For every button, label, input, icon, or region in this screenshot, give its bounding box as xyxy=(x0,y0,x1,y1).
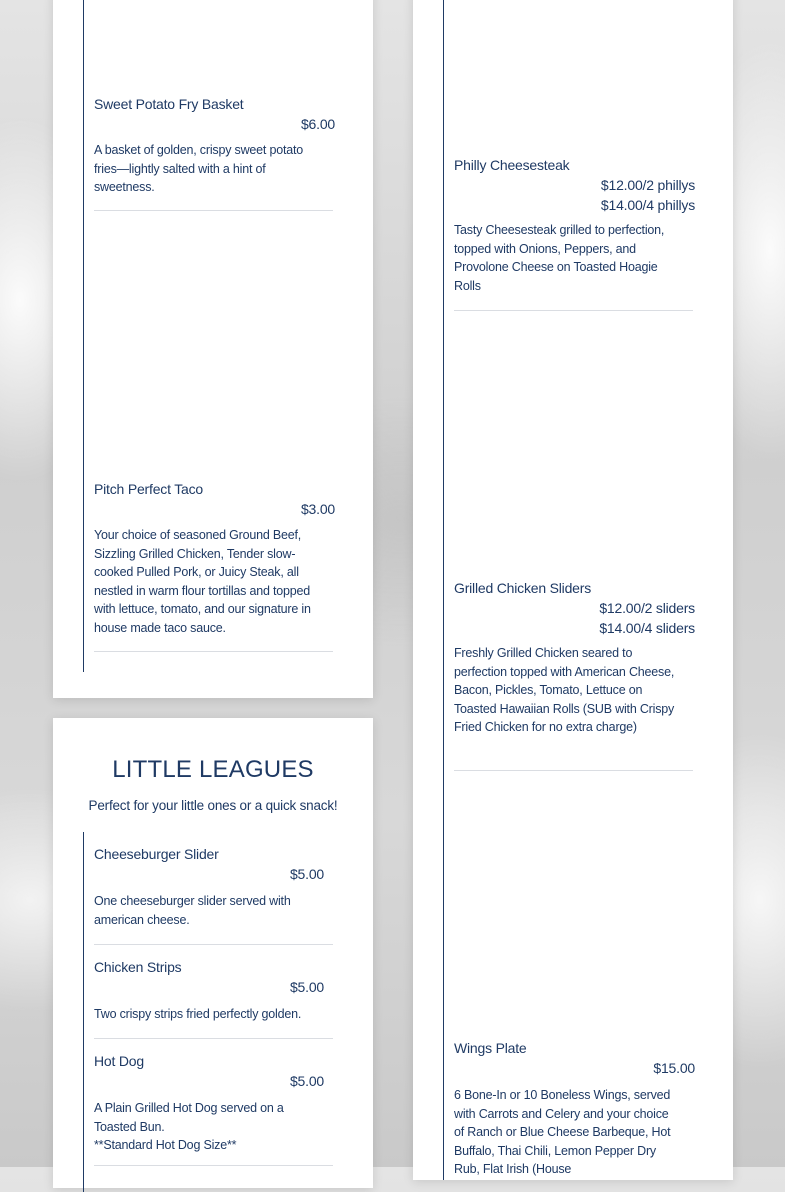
item-description: 6 Bone-In or 10 Boneless Wings, served with Carrots and Celery and your choice of Ranch or Blue Cheese Barbeque, Hot Buffalo, Thai Chili, Lemon Pepper Dry Rub, Flat Irish (House xyxy=(454,1088,671,1176)
item-name: Grilled Chicken Sliders xyxy=(454,580,592,596)
item-separator xyxy=(454,310,693,311)
item-name: Cheeseburger Slider xyxy=(94,846,219,862)
menu-item-cheeseburger-slider[interactable] xyxy=(94,846,334,946)
item-description: One cheeseburger slider served with american cheese. xyxy=(94,894,291,927)
item-separator xyxy=(94,1165,333,1166)
item-price: $12.00/2 phillys xyxy=(600,177,695,193)
vertical-rule xyxy=(443,0,444,1180)
item-separator xyxy=(94,210,333,211)
item-name: Pitch Perfect Taco xyxy=(94,481,203,497)
vertical-rule xyxy=(83,832,84,1192)
item-price: $14.00/4 sliders xyxy=(599,620,695,636)
menu-card-little-leagues xyxy=(53,718,373,1188)
item-separator xyxy=(94,944,333,945)
item-separator xyxy=(94,651,333,652)
section-title: LITTLE LEAGUES xyxy=(112,756,314,783)
item-name: Chicken Strips xyxy=(94,959,182,975)
item-price: $6.00 xyxy=(300,116,335,132)
item-separator xyxy=(94,1038,333,1039)
menu-item-hot-dog[interactable] xyxy=(94,1053,334,1173)
item-description: Two crispy strips fried perfectly golden. xyxy=(94,1007,302,1021)
menu-item-chicken-strips[interactable] xyxy=(94,959,334,1039)
item-price: $5.00 xyxy=(289,866,324,882)
item-description: Tasty Cheesesteak grilled to perfection, topped with Onions, Peppers, and Provolone Cheese on Toasted Hoagie Rolls xyxy=(454,223,665,293)
item-name: Wings Plate xyxy=(454,1040,527,1056)
item-description: A Plain Grilled Hot Dog served on a Toasted Bun. xyxy=(94,1101,284,1134)
item-price: $14.00/4 phillys xyxy=(600,197,695,213)
item-price: $5.00 xyxy=(289,1073,324,1089)
item-price: $3.00 xyxy=(300,501,335,517)
menu-item-pitch-perfect-taco[interactable] xyxy=(94,220,334,660)
section-subtitle: Perfect for your little ones or a quick snack! xyxy=(88,798,338,813)
menu-item-sweet-potato-fry-basket[interactable] xyxy=(94,0,334,220)
menu-card-left-top xyxy=(53,0,373,698)
item-description: Freshly Grilled Chicken seared to perfection topped with American Cheese, Bacon, Pickles, Tomato, Lettuce on Toasted Hawaiian Rolls (SUB with Crispy Fried Chicken for no extra charge) xyxy=(454,646,675,734)
vertical-rule xyxy=(83,0,84,672)
item-description: A basket of golden, crispy sweet potato fries—lightly salted with a hint of sweetness. xyxy=(94,143,303,194)
menu-card-right xyxy=(413,0,733,1180)
item-description: Your choice of seasoned Ground Beef, Sizzling Grilled Chicken, Tender slow-cooked Pulled Pork, or Juicy Steak, all nestled in warm flour tortillas and topped with lettuce, tomato, and our signature in house made taco sauce. xyxy=(94,528,311,635)
item-separator xyxy=(454,770,693,771)
item-price: $15.00 xyxy=(653,1060,695,1076)
item-name: Hot Dog xyxy=(94,1053,144,1069)
item-name: Philly Cheesesteak xyxy=(454,157,570,173)
menu-item-wings-plate[interactable] xyxy=(454,780,694,1180)
item-price: $12.00/2 sliders xyxy=(599,600,695,616)
menu-item-grilled-chicken-sliders[interactable] xyxy=(454,320,694,780)
item-name: Sweet Potato Fry Basket xyxy=(94,96,244,112)
menu-item-philly-cheesesteak[interactable] xyxy=(454,0,694,320)
item-price: $5.00 xyxy=(289,979,324,995)
item-note: **Standard Hot Dog Size** xyxy=(94,1138,237,1152)
